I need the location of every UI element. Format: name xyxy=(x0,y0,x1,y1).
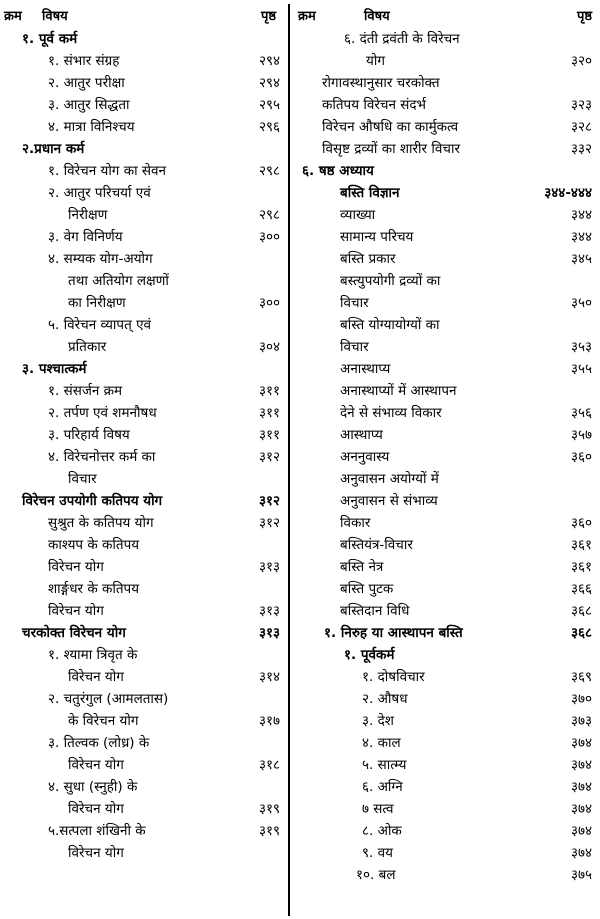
toc-entry-title: निरीक्षण xyxy=(68,207,108,223)
toc-entry-title: ६. षष्ठ अध्याय xyxy=(302,163,374,179)
toc-entry xyxy=(296,380,596,402)
toc-entry xyxy=(2,754,284,776)
toc-entry xyxy=(296,94,596,116)
toc-entry-page: ३५० xyxy=(570,295,592,311)
toc-entry-page: ३५३ xyxy=(570,339,592,355)
toc-entry xyxy=(296,710,596,732)
toc-entry xyxy=(2,776,284,798)
toc-entry-page: ३११ xyxy=(258,383,280,399)
toc-entry-title: ९. वय xyxy=(362,845,393,861)
toc-entry-page: २९८ xyxy=(258,207,280,223)
toc-entry xyxy=(296,556,596,578)
toc-entry xyxy=(2,226,284,248)
toc-entry-title: १. विरेचन योग का सेवन xyxy=(48,163,166,179)
toc-entry-page: ३६० xyxy=(570,449,592,465)
toc-list-left xyxy=(2,28,284,864)
toc-entry-title: २. आतुर परिचर्या एवं xyxy=(48,185,151,201)
toc-entry-title: ५. विरेचन व्यापत् एवं xyxy=(48,317,152,333)
toc-entry xyxy=(296,666,596,688)
toc-entry xyxy=(2,688,284,710)
toc-entry xyxy=(296,226,596,248)
header-vishay: विषय xyxy=(42,9,68,24)
toc-entry-title: बस्तिदान विधि xyxy=(340,603,410,619)
toc-entry-page: २९५ xyxy=(258,97,280,113)
toc-entry-page: ३२८ xyxy=(570,119,592,135)
toc-entry-page: ३०० xyxy=(258,295,280,311)
toc-entry xyxy=(296,732,596,754)
toc-entry-page: ३७४ xyxy=(570,823,592,839)
toc-entry-page: ३७४ xyxy=(570,801,592,817)
toc-entry-page: ३६६ xyxy=(570,581,592,597)
toc-entry xyxy=(296,534,596,556)
toc-entry-title: २. तर्पण एवं शमनौषध xyxy=(48,405,157,421)
toc-entry-page: ३३२ xyxy=(570,141,592,157)
toc-entry-title: बस्ति योग्यायोग्यों का xyxy=(340,317,440,333)
toc-entry-title: अननुवास्य xyxy=(340,449,390,465)
toc-entry-page: २९६ xyxy=(258,119,280,135)
toc-entry xyxy=(2,512,284,534)
toc-entry-title: विचार xyxy=(68,471,97,487)
toc-entry-title: अनुवासन अयोग्यों में xyxy=(340,471,439,487)
toc-entry-title: कतिपय विरेचन संदर्भ xyxy=(322,97,427,113)
toc-entry xyxy=(296,28,596,50)
toc-column-right xyxy=(296,4,596,886)
toc-entry-page: ३६८ xyxy=(570,603,592,619)
toc-entry xyxy=(2,72,284,94)
toc-entry xyxy=(296,468,596,490)
toc-entry-title: ४. सुधा (स्नुही) के xyxy=(48,779,138,795)
toc-entry-title: विचार xyxy=(340,339,369,355)
toc-entry-title: १. पूर्वकर्म xyxy=(344,647,395,663)
toc-entry-page: २९४ xyxy=(258,75,280,91)
header-prishth: पृष्ठ xyxy=(576,9,592,24)
toc-entry-page: ३२० xyxy=(570,53,592,69)
toc-entry-page: ३१३ xyxy=(258,603,280,619)
toc-entry-title: १. संभार संग्रह xyxy=(48,53,120,69)
toc-entry xyxy=(2,842,284,864)
toc-entry-title: २. चतुरंगुल (आमलतास) xyxy=(48,691,169,707)
toc-entry-page: ३१३ xyxy=(258,625,280,641)
toc-entry xyxy=(296,688,596,710)
toc-entry-title: बस्ति विज्ञान xyxy=(340,185,400,201)
toc-entry-title: १. निरुह या आस्थापन बस्ति xyxy=(324,625,463,641)
toc-entry xyxy=(296,446,596,468)
toc-entry xyxy=(296,204,596,226)
toc-entry xyxy=(296,820,596,842)
toc-entry-title: ४. विरेचनोत्तर कर्म का xyxy=(48,449,156,465)
toc-entry xyxy=(296,292,596,314)
toc-entry xyxy=(2,820,284,842)
toc-entry xyxy=(2,534,284,556)
toc-entry xyxy=(296,798,596,820)
toc-entry xyxy=(296,578,596,600)
toc-column-left xyxy=(2,4,284,864)
toc-entry-page: ३६० xyxy=(570,515,592,531)
toc-entry xyxy=(296,116,596,138)
toc-entry-title: २. आतुर परीक्षा xyxy=(48,75,125,91)
toc-entry-page: ३१४ xyxy=(258,669,280,685)
toc-entry-title: १. श्यामा त्रिवृत के xyxy=(48,647,138,663)
toc-entry xyxy=(2,468,284,490)
toc-entry xyxy=(2,336,284,358)
toc-entry-title: आस्थाप्य xyxy=(340,427,383,443)
toc-entry-title: अनास्थाप्यों में आस्थापन xyxy=(340,383,457,399)
header-kram: क्रम xyxy=(4,9,22,24)
toc-entry xyxy=(296,72,596,94)
toc-entry-page: ३११ xyxy=(258,405,280,421)
toc-entry-title: १. संसर्जन क्रम xyxy=(48,383,123,399)
toc-entry xyxy=(2,732,284,754)
toc-entry-title: ६. अग्नि xyxy=(362,779,403,795)
toc-entry-page: ३१२ xyxy=(258,449,280,465)
toc-entry xyxy=(296,270,596,292)
toc-entry xyxy=(2,292,284,314)
toc-entry-title: ४. सम्यक योग-अयोग xyxy=(48,251,153,267)
toc-entry-page: ३१३ xyxy=(258,559,280,575)
toc-entry-page: ३५७ xyxy=(570,427,592,443)
toc-entry-title: विरेचन योग xyxy=(68,845,124,861)
toc-entry-title: विरेचन योग xyxy=(68,757,124,773)
toc-entry xyxy=(2,182,284,204)
toc-entry-title: ५.सत्पला शंखिनी के xyxy=(48,823,146,839)
toc-entry-page: ३५६ xyxy=(570,405,592,421)
toc-entry-title: शार्ङ्गधर के कतिपय xyxy=(48,581,140,597)
toc-entry-title: योग xyxy=(366,53,385,69)
toc-entry-title: विरेचन योग xyxy=(68,801,124,817)
toc-entry xyxy=(2,138,284,160)
toc-entry xyxy=(296,424,596,446)
toc-entry-title: विरेचन योग xyxy=(68,669,124,685)
toc-entry-title: बस्त्युपयोगी द्रव्यों का xyxy=(340,273,441,289)
toc-entry xyxy=(2,644,284,666)
toc-entry xyxy=(2,556,284,578)
toc-entry-title: का निरीक्षण xyxy=(68,295,126,311)
toc-entry-title: अनास्थाप्य xyxy=(340,361,391,377)
toc-entry xyxy=(2,666,284,688)
toc-entry-title: २. औषध xyxy=(362,691,408,707)
toc-entry-title: बस्ति पुटक xyxy=(340,581,394,597)
toc-entry-page: ३६८ xyxy=(570,625,592,641)
toc-entry-title: ३. आतुर सिद्धता xyxy=(48,97,130,113)
toc-entry-title: ५. सात्म्य xyxy=(362,757,407,773)
toc-entry xyxy=(2,314,284,336)
toc-entry xyxy=(296,600,596,622)
toc-entry xyxy=(296,842,596,864)
column-divider xyxy=(288,4,290,916)
toc-entry-title: विरेचन उपयोगी कतिपय योग xyxy=(22,493,163,509)
toc-entry-page: ३७३ xyxy=(570,713,592,729)
toc-entry-title: १०. बल xyxy=(356,867,396,883)
toc-entry-title: विकार xyxy=(340,515,371,531)
toc-entry-title: अनुवासन से संभाव्य xyxy=(340,493,438,509)
column-header xyxy=(2,4,284,28)
toc-entry-title: ३. वेग विनिर्णय xyxy=(48,229,123,245)
toc-entry-title: विसृष्ट द्रव्यों का शारीर विचार xyxy=(322,141,460,157)
toc-entry-page: ३६१ xyxy=(570,559,592,575)
toc-entry-page: ३७४ xyxy=(570,735,592,751)
toc-entry xyxy=(296,314,596,336)
toc-entry xyxy=(2,446,284,468)
toc-entry-page: ३२३ xyxy=(570,97,592,113)
toc-entry-title: व्याख्या xyxy=(340,207,376,223)
toc-entry-title: ४. काल xyxy=(362,735,401,751)
toc-entry-page: ३०४ xyxy=(258,339,280,355)
toc-entry xyxy=(296,754,596,776)
toc-entry xyxy=(296,160,596,182)
toc-entry-page: २९८ xyxy=(258,163,280,179)
toc-entry xyxy=(2,490,284,512)
toc-entry-title: ७ सत्व xyxy=(362,801,394,817)
toc-entry-page: ३१७ xyxy=(258,713,280,729)
toc-entry xyxy=(296,622,596,644)
toc-entry-title: ६. दंती द्रवंती के विरेचन xyxy=(344,31,460,47)
toc-entry xyxy=(296,512,596,534)
toc-entry xyxy=(2,710,284,732)
toc-entry-title: रोगावस्थानुसार चरकोक्त xyxy=(322,75,440,91)
column-header xyxy=(296,4,596,28)
toc-entry-title: बस्तियंत्र-विचार xyxy=(340,537,413,553)
toc-entry-page: ३७० xyxy=(570,691,592,707)
toc-entry-page: ३६९ xyxy=(570,669,592,685)
toc-entry-page: ३५५ xyxy=(570,361,592,377)
toc-entry-page: ३७५ xyxy=(570,867,592,883)
toc-entry-page: ३११ xyxy=(258,427,280,443)
toc-entry-title: विरेचन योग xyxy=(48,559,104,575)
toc-entry-title: देने से संभाव्य विकार xyxy=(340,405,442,421)
toc-entry xyxy=(296,336,596,358)
toc-entry xyxy=(2,248,284,270)
toc-entry-title: ३. देश xyxy=(362,713,394,729)
toc-entry xyxy=(296,358,596,380)
toc-entry-title: बस्ति नेत्र xyxy=(340,559,384,575)
toc-entry xyxy=(2,600,284,622)
toc-entry xyxy=(296,50,596,72)
toc-entry-page: ३१२ xyxy=(258,515,280,531)
toc-entry xyxy=(296,644,596,666)
toc-entry-title: के विरेचन योग xyxy=(68,713,139,729)
toc-list-right xyxy=(296,28,596,886)
header-vishay: विषय xyxy=(364,9,390,24)
toc-entry-page: ३७४ xyxy=(570,845,592,861)
toc-entry-title: विरेचन योग xyxy=(48,603,104,619)
toc-entry-title: सुश्रुत के कतिपय योग xyxy=(48,515,154,531)
toc-entry xyxy=(296,402,596,424)
toc-entry-page: ३६१ xyxy=(570,537,592,553)
toc-entry-title: ३. तिल्वक (लोध्र) के xyxy=(48,735,150,751)
toc-entry xyxy=(2,622,284,644)
toc-entry xyxy=(2,380,284,402)
toc-entry-title: ४. मात्रा विनिश्चय xyxy=(48,119,135,135)
header-kram: क्रम xyxy=(298,9,316,24)
toc-entry-title: १. पूर्व कर्म xyxy=(22,31,78,47)
toc-entry xyxy=(296,490,596,512)
toc-entry-page: ३१९ xyxy=(258,823,280,839)
toc-entry-page: २९४ xyxy=(258,53,280,69)
toc-entry xyxy=(296,248,596,270)
toc-entry-page: ३४४ xyxy=(570,229,592,245)
toc-entry-page: ३०० xyxy=(258,229,280,245)
toc-entry xyxy=(2,358,284,380)
toc-entry-page: ३७४ xyxy=(570,779,592,795)
toc-entry-title: विरेचन औषधि का कार्मुकत्व xyxy=(322,119,459,135)
toc-entry-page: ३४५ xyxy=(570,251,592,267)
toc-entry xyxy=(296,864,596,886)
toc-entry-page: ३७४ xyxy=(570,757,592,773)
toc-entry xyxy=(2,160,284,182)
toc-entry xyxy=(2,424,284,446)
toc-entry-title: १. दोषविचार xyxy=(362,669,425,685)
toc-entry-title: २.प्रधान कर्म xyxy=(22,141,85,157)
toc-entry-title: तथा अतियोग लक्षणों xyxy=(68,273,169,289)
toc-entry xyxy=(2,116,284,138)
toc-entry-title: ३. परिहार्य विषय xyxy=(48,427,130,443)
toc-entry xyxy=(296,138,596,160)
toc-entry-title: बस्ति प्रकार xyxy=(340,251,396,267)
toc-entry-title: सामान्य परिचय xyxy=(340,229,414,245)
toc-entry xyxy=(2,28,284,50)
toc-entry xyxy=(2,204,284,226)
toc-entry-page: ३१९ xyxy=(258,801,280,817)
toc-entry xyxy=(296,776,596,798)
toc-entry-title: काश्यप के कतिपय xyxy=(48,537,140,553)
toc-entry-page: ३१२ xyxy=(258,493,280,509)
toc-entry-title: प्रतिकार xyxy=(68,339,107,355)
toc-entry xyxy=(2,50,284,72)
toc-entry xyxy=(2,270,284,292)
toc-entry-title: चरकोक्त विरेचन योग xyxy=(22,625,126,641)
toc-entry xyxy=(2,402,284,424)
toc-entry-title: ३. पश्चात्कर्म xyxy=(22,361,87,377)
toc-entry-page: ३१८ xyxy=(258,757,280,773)
toc-entry-page: ३४४-४४४ xyxy=(544,185,592,201)
toc-entry xyxy=(2,94,284,116)
toc-entry xyxy=(296,182,596,204)
toc-entry-title: विचार xyxy=(340,295,369,311)
toc-entry-page: ३४४ xyxy=(570,207,592,223)
toc-entry xyxy=(2,798,284,820)
toc-entry-title: ८. ओक xyxy=(362,823,402,839)
toc-entry xyxy=(2,578,284,600)
header-prishth: पृष्ठ xyxy=(260,9,276,24)
